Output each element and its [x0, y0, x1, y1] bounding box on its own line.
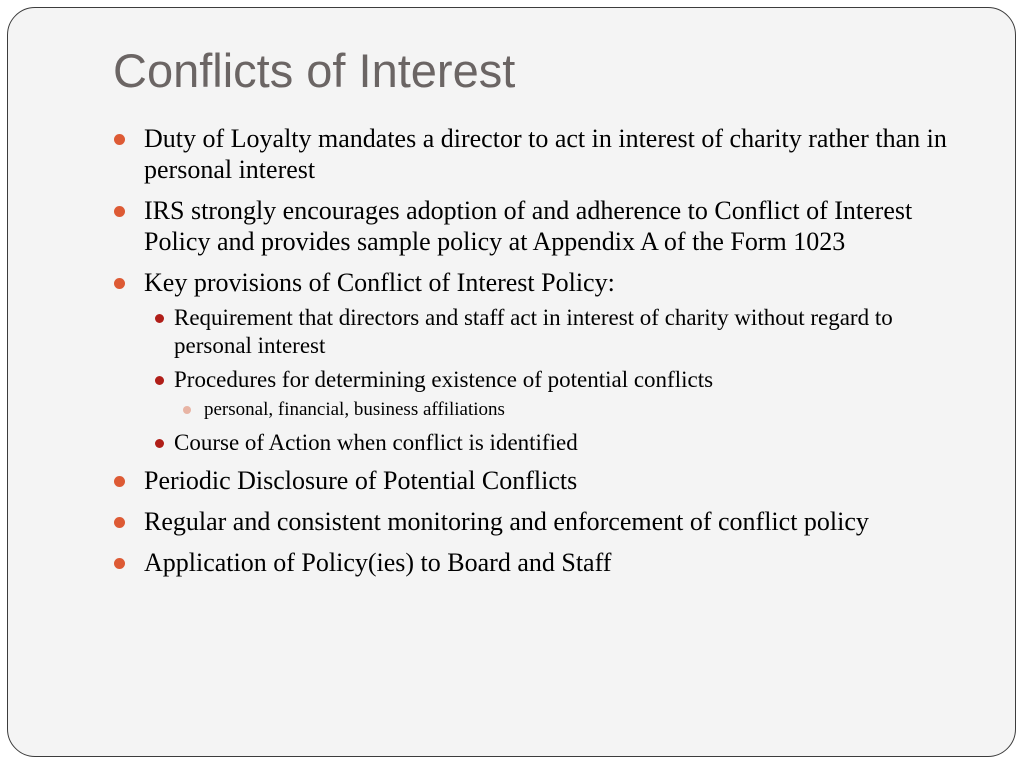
bullet-item [112, 267, 962, 457]
bullet-text: Duty of Loyalty mandates a director to act in interest of charity rather than in personal interest [144, 124, 947, 184]
bullet-item [112, 123, 962, 185]
bullet-text: Key provisions of Conflict of Interest Policy: [144, 268, 615, 297]
sub-bullet-item [144, 366, 962, 423]
bullet-text: Periodic Disclosure of Potential Conflicts [144, 466, 578, 495]
bullet-text: Application of Policy(ies) to Board and Staff [144, 548, 612, 577]
slide-content [112, 123, 962, 588]
bullet-text: IRS strongly encourages adoption of and adherence to Conflict of Interest Policy and provides sample policy at Appendix A of the Form 1023 [144, 196, 913, 256]
sub-bullet-list [144, 304, 962, 457]
bullet-list [112, 123, 962, 578]
slide-title: Conflicts of Interest [113, 44, 516, 97]
sub-sub-bullet-item [174, 397, 962, 423]
sub-bullet-text: Requirement that directors and staff act in interest of charity without regard to personal interest [174, 305, 893, 358]
sub-bullet-text: Course of Action when conflict is identified [174, 430, 578, 455]
sub-sub-bullet-list [174, 397, 962, 423]
bullet-text: Regular and consistent monitoring and enforcement of conflict policy [144, 507, 869, 536]
bullet-item [112, 465, 962, 496]
bullet-item [112, 195, 962, 257]
sub-bullet-text: Procedures for determining existence of potential conflicts [174, 367, 714, 392]
sub-sub-bullet-text: personal, financial, business affiliations [204, 399, 505, 420]
bullet-item [112, 547, 962, 578]
sub-bullet-item [144, 304, 962, 360]
sub-bullet-item [144, 429, 962, 457]
bullet-item [112, 506, 962, 537]
